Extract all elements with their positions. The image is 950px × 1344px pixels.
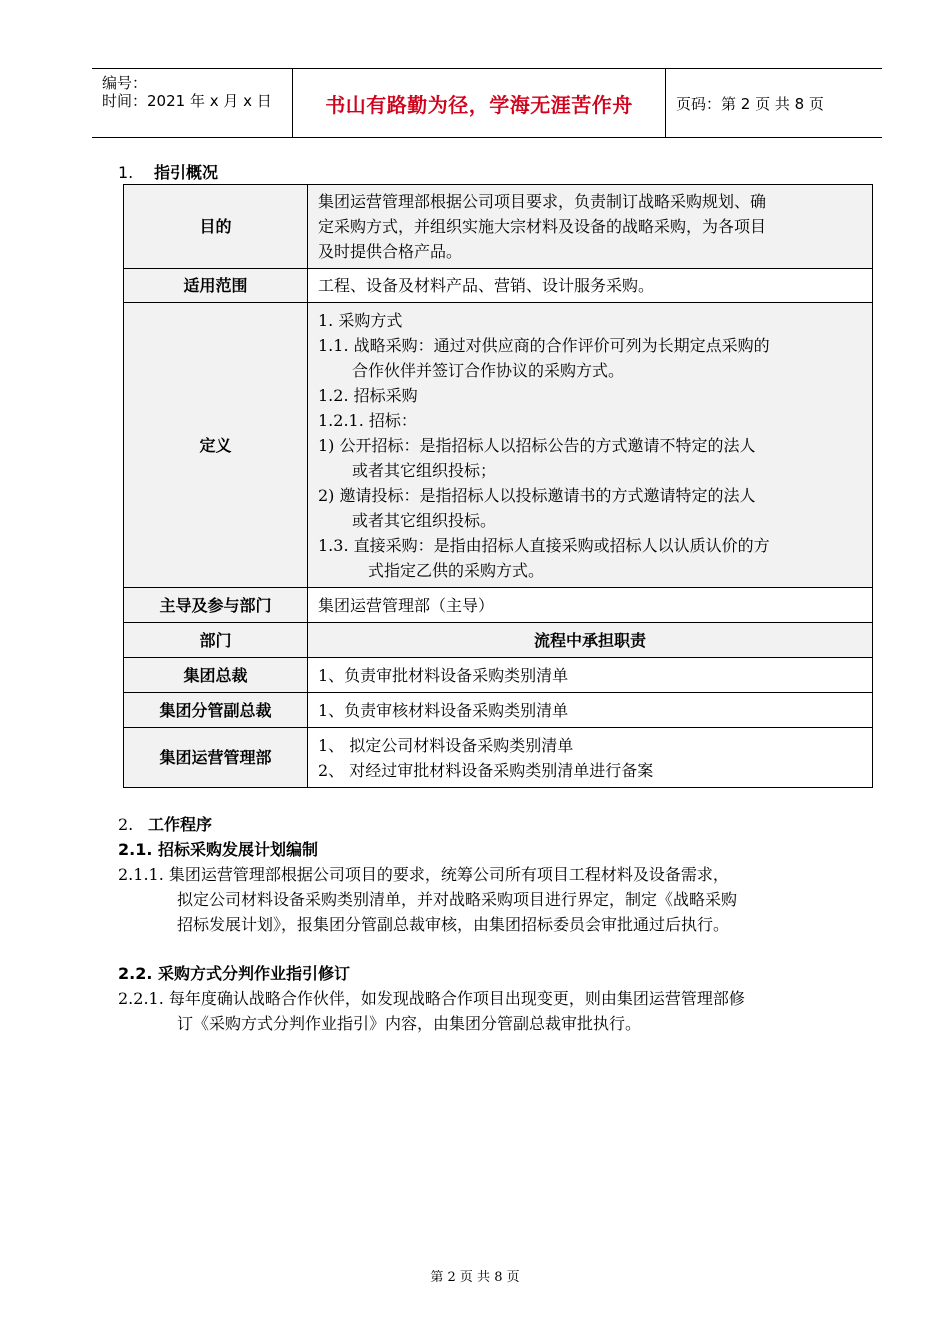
definition-line: 1.2.1. 招标：	[318, 410, 417, 430]
motto-text: 书山有路勤为径，学海无涯苦作舟	[325, 92, 633, 117]
duty-row	[124, 658, 873, 693]
definition-line: 1. 采购方式	[318, 310, 403, 330]
duty-dept: 集团运营管理部	[124, 728, 308, 788]
paragraph-2-2-1	[118, 986, 745, 1036]
section-1-number: 1.	[118, 163, 134, 182]
purpose-label: 目的	[124, 185, 308, 269]
subsection-2-1-heading	[118, 837, 318, 862]
duty-text	[308, 728, 873, 788]
duty-dept: 集团总裁	[124, 658, 308, 693]
header-page-cell	[666, 69, 882, 137]
duty-text: 1、负责审核材料设备采购类别清单	[308, 693, 873, 728]
page-footer: 第 2 页 共 8 页	[430, 1270, 520, 1285]
header-motto-cell	[293, 69, 666, 137]
definition-line: 1) 公开招标：是指招标人以招标公告的方式邀请不特定的法人	[318, 435, 756, 455]
scope-value: 工程、设备及材料产品、营销、设计服务采购。	[308, 269, 873, 303]
paragraph-line: 拟定公司材料设备采购类别清单，并对战略采购项目进行界定，制定《战略采购	[177, 890, 738, 909]
subsection-2-2-title: 2.2. 采购方式分判作业指引修订	[118, 964, 350, 983]
header-meta-cell	[92, 69, 293, 137]
paragraph-line: 招标发展计划》，报集团分管副总裁审核，由集团招标委员会审批通过后执行。	[177, 915, 730, 934]
definition-line: 式指定乙供的采购方式。	[368, 560, 545, 580]
definition-line: 2) 邀请投标：是指招标人以投标邀请书的方式邀请特定的法人	[318, 485, 756, 505]
section-2-title: 工作程序	[148, 815, 213, 834]
duty-dept: 集团分管副总裁	[124, 693, 308, 728]
section-1-title: 指引概况	[154, 163, 219, 182]
paragraph-line: 2.1.1. 集团运营管理部根据公司项目的要求，统筹公司所有项目工程材料及设备需求，	[118, 865, 729, 884]
scope-row	[124, 269, 873, 303]
section-2-heading	[118, 812, 212, 837]
definition-line: 1.3. 直接采购：是指由招标人直接采购或招标人以认质认价的方	[318, 535, 770, 555]
definition-value	[308, 303, 873, 588]
lead-dept-row	[124, 588, 873, 623]
duty-row	[124, 728, 873, 788]
purpose-row	[124, 185, 873, 269]
definition-line: 或者其它组织投标。	[352, 510, 497, 530]
doc-code: 编号：	[102, 74, 148, 92]
purpose-line: 定采购方式，并组织实施大宗材料及设备的战略采购，为各项目	[318, 217, 767, 236]
definition-row	[124, 303, 873, 588]
definition-line: 1.2. 招标采购	[318, 385, 418, 405]
paragraph-line: 2.2.1. 每年度确认战略合作伙伴，如发现战略合作项目出现变更，则由集团运营管理部修	[118, 989, 745, 1008]
definition-line: 或者其它组织投标；	[352, 460, 497, 480]
purpose-line: 及时提供合格产品。	[318, 242, 463, 261]
duty-header-row	[124, 623, 873, 658]
definition-line: 1.1. 战略采购：通过对供应商的合作评价可列为长期定点采购的	[318, 335, 770, 355]
duty-line: 1、 拟定公司材料设备采购类别清单	[318, 735, 574, 755]
document-header	[92, 68, 882, 138]
duty-text: 1、负责审批材料设备采购类别清单	[308, 658, 873, 693]
section-2-number: 2.	[118, 815, 134, 834]
duty-line: 2、 对经过审批材料设备采购类别清单进行备案	[318, 760, 654, 780]
purpose-value	[308, 185, 873, 269]
overview-table	[123, 184, 873, 788]
definition-label: 定义	[124, 303, 308, 588]
paragraph-line: 订《采购方式分判作业指引》内容，由集团分管副总裁审批执行。	[177, 1014, 642, 1033]
definition-line: 合作伙伴并签订合作协议的采购方式。	[352, 360, 625, 380]
page-info: 页码：第 2 页 共 8 页	[676, 94, 824, 113]
subsection-2-2-heading	[118, 961, 350, 986]
scope-label: 适用范围	[124, 269, 308, 303]
section-1-heading	[118, 160, 218, 183]
paragraph-2-1-1	[118, 862, 737, 937]
duty-row	[124, 693, 873, 728]
duty-column-header: 流程中承担职责	[308, 623, 873, 658]
doc-time: 时间：2021 年 x 月 x 日	[102, 92, 272, 110]
subsection-2-1-title: 2.1. 招标采购发展计划编制	[118, 840, 318, 859]
lead-dept-label: 主导及参与部门	[124, 588, 308, 623]
purpose-line: 集团运营管理部根据公司项目要求，负责制订战略采购规划、确	[318, 192, 767, 211]
lead-dept-value: 集团运营管理部（主导）	[308, 588, 873, 623]
dept-column-header: 部门	[124, 623, 308, 658]
